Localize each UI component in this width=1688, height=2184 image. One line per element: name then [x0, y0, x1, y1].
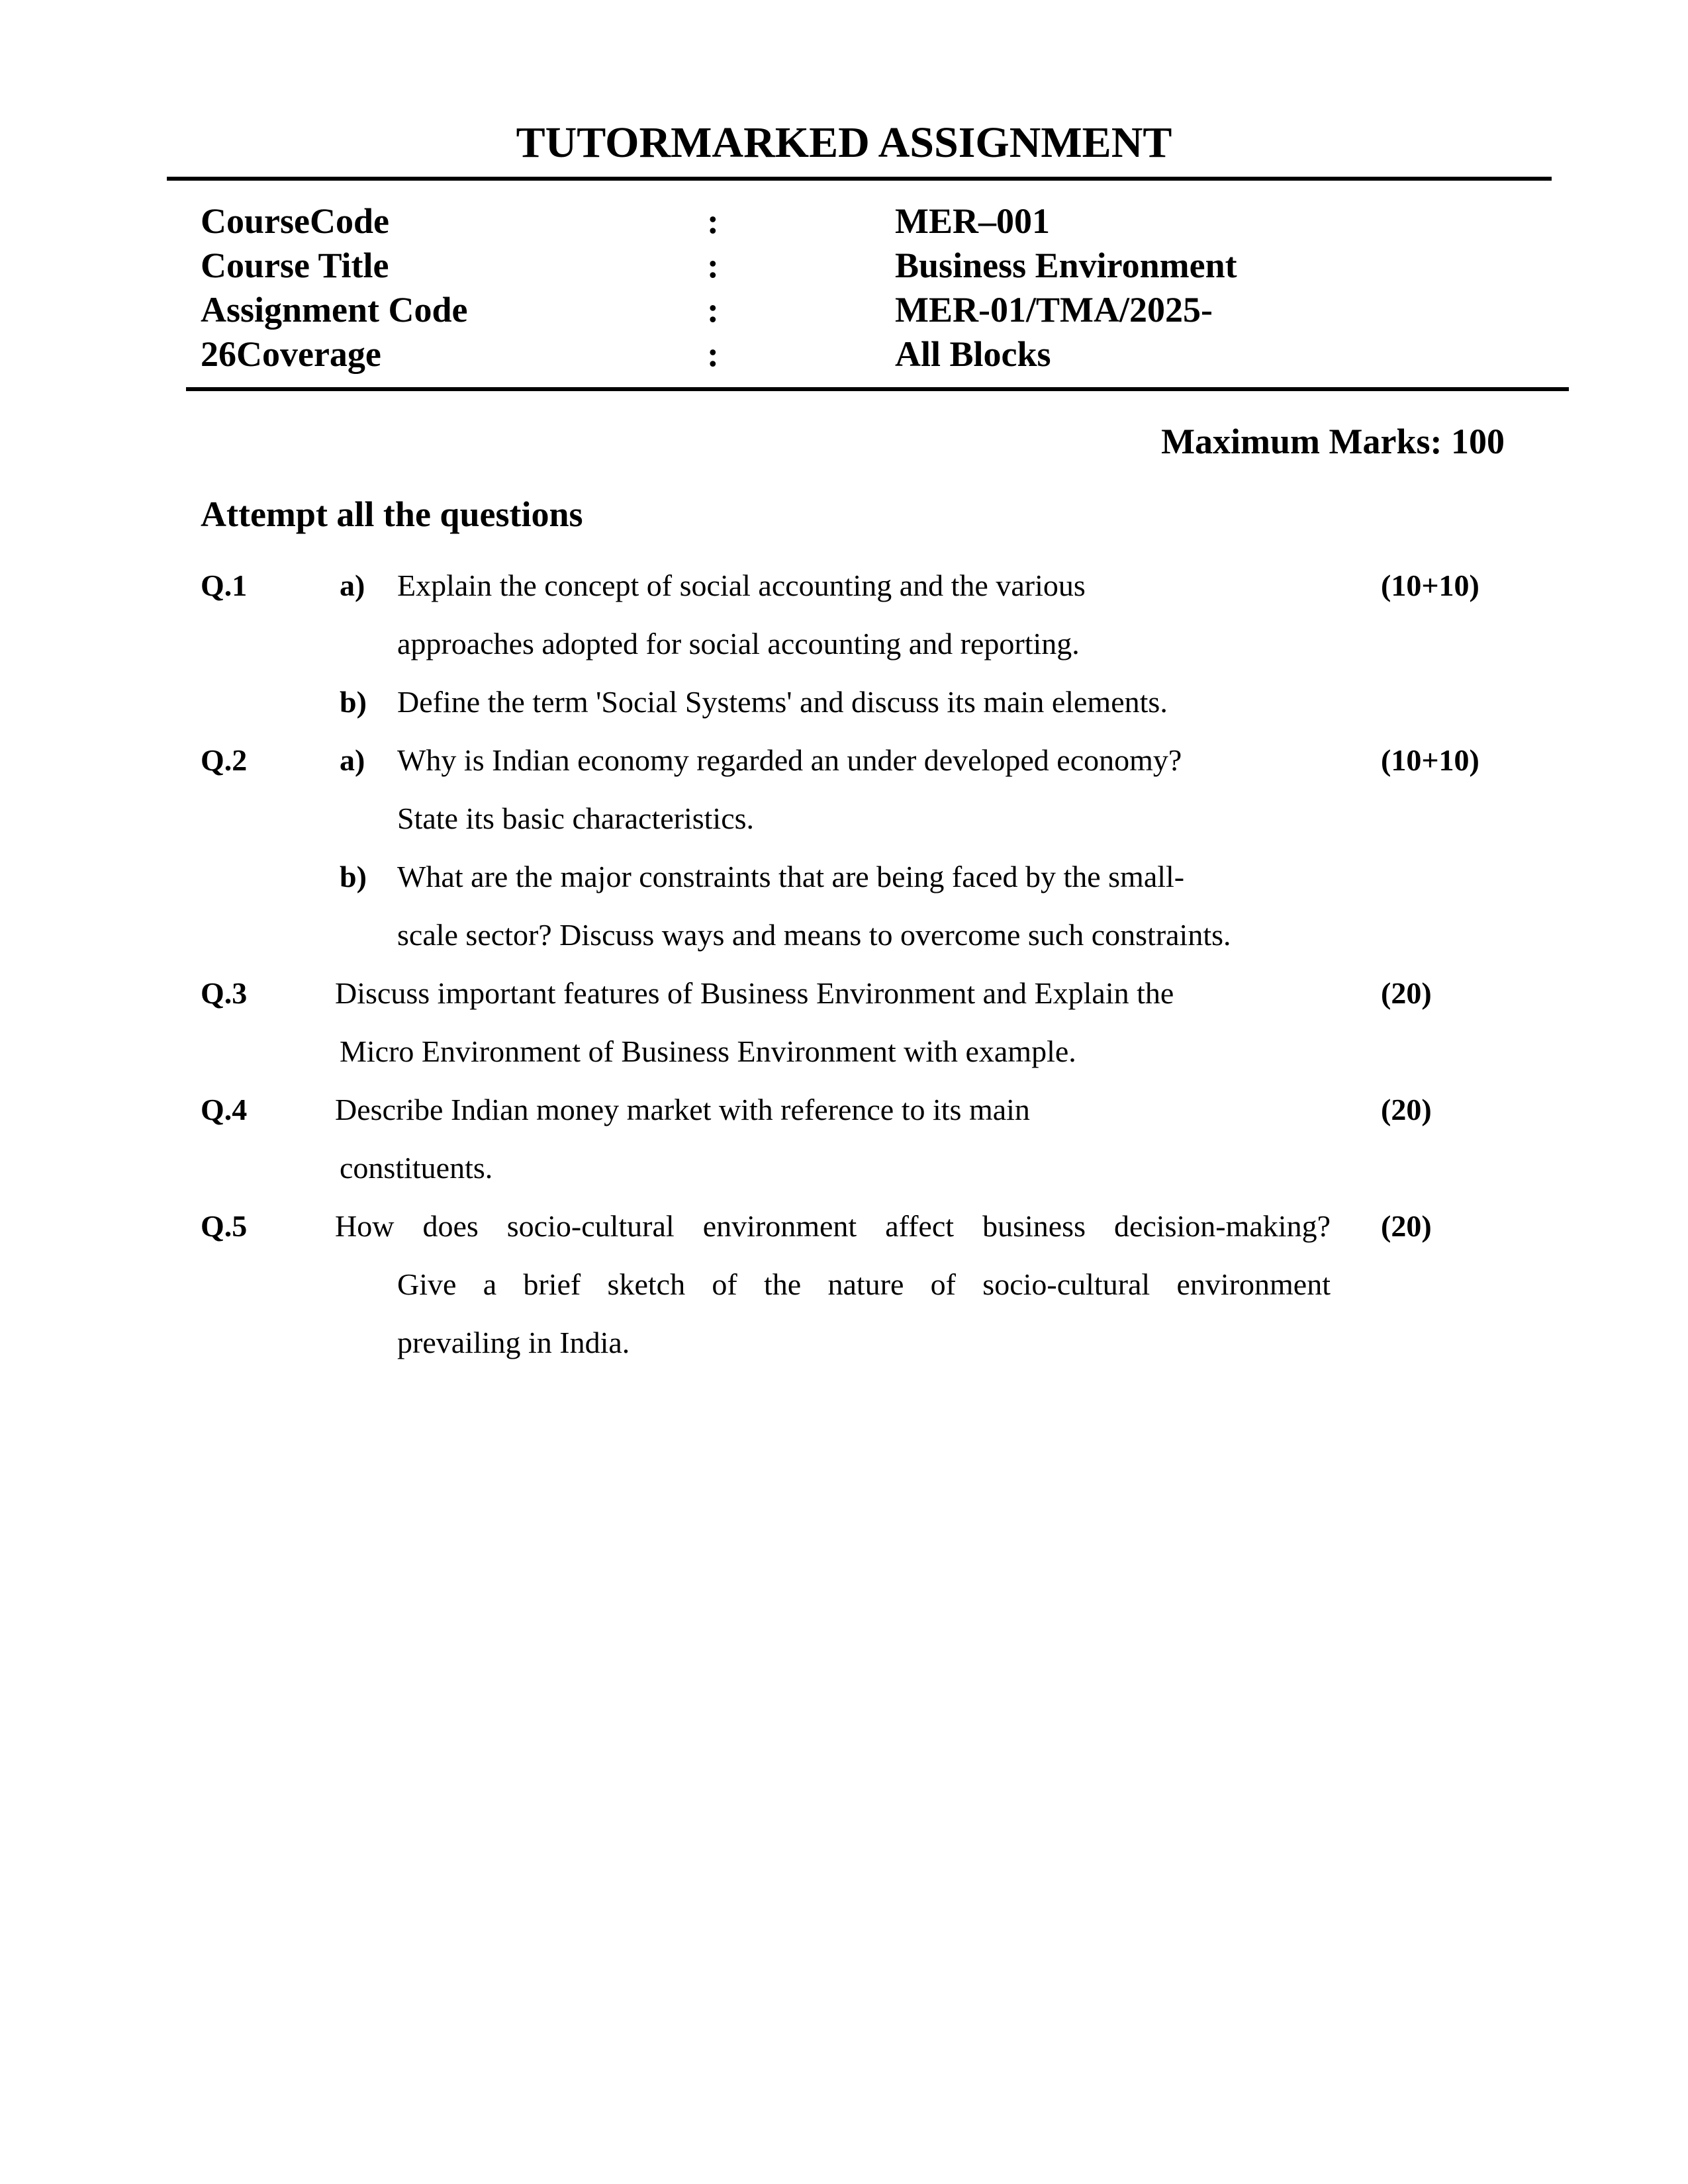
course-info-table	[0, 199, 1688, 377]
question-line: approaches adopted for social accounting and reporting.	[397, 627, 1080, 660]
question-line: Give a brief sketch of the nature of socio-cultural environment	[397, 1267, 1331, 1301]
question-line: Discuss important features of Business Environment and Explain the	[335, 976, 1174, 1010]
question-content	[335, 964, 1331, 1081]
question-part-b	[335, 673, 1331, 731]
question-marks: (10+10)	[1381, 569, 1479, 602]
question-3	[0, 964, 1688, 1081]
question-line: Micro Environment of Business Environment with example.	[340, 1034, 1076, 1068]
course-title-value: Business Environment	[895, 246, 1237, 285]
assignment-code-separator: :	[707, 290, 719, 330]
instruction-heading: Attempt all the questions	[201, 494, 583, 534]
coverage-separator: :	[707, 334, 719, 374]
part-marker: b)	[340, 685, 367, 719]
course-code-separator: :	[707, 201, 719, 241]
question-number: Q.4	[201, 1093, 248, 1126]
coverage-label: 26Coverage	[201, 334, 381, 374]
question-marks: (20)	[1381, 1093, 1432, 1126]
question-line: constituents.	[340, 1151, 493, 1185]
course-title-row	[0, 244, 1688, 288]
part-marker: a)	[340, 743, 365, 777]
question-number: Q.1	[201, 569, 248, 602]
question-part-b	[335, 848, 1331, 964]
part-marker: a)	[340, 569, 365, 602]
question-content	[335, 557, 1331, 731]
course-code-label: CourseCode	[201, 201, 389, 241]
assignment-code-row	[0, 288, 1688, 332]
question-line: State its basic characteristics.	[397, 801, 755, 835]
question-5	[0, 1197, 1688, 1372]
question-part-a	[335, 731, 1331, 848]
question-line: How does socio-cultural environment affect business decision-making?	[335, 1209, 1331, 1243]
question-content	[335, 731, 1331, 964]
question-1	[0, 557, 1688, 731]
question-marks: (20)	[1381, 976, 1432, 1010]
question-line: scale sector? Discuss ways and means to overcome such constraints.	[397, 918, 1231, 952]
course-code-row	[0, 199, 1688, 244]
questions-list	[0, 557, 1688, 1372]
question-number: Q.3	[201, 976, 248, 1010]
question-part-a	[335, 557, 1331, 673]
question-line: Explain the concept of social accounting and the various	[397, 569, 1086, 602]
question-number: Q.2	[201, 743, 248, 777]
page-title: TUTORMARKED ASSIGNMENT	[516, 118, 1172, 167]
header-bottom-rule	[186, 387, 1569, 391]
question-content	[335, 1081, 1331, 1197]
header-top-rule	[167, 177, 1552, 181]
course-code-value: MER–001	[895, 201, 1050, 241]
question-number: Q.5	[201, 1209, 248, 1243]
coverage-value: All Blocks	[895, 334, 1051, 374]
course-title-separator: :	[707, 246, 719, 285]
maximum-marks: Maximum Marks: 100	[1161, 422, 1505, 461]
question-line: Why is Indian economy regarded an under developed economy?	[397, 743, 1182, 777]
question-line: What are the major constraints that are being faced by the small-	[397, 860, 1185, 893]
question-2	[0, 731, 1688, 964]
question-marks: (20)	[1381, 1209, 1432, 1243]
question-line: Describe Indian money market with reference to its main	[335, 1093, 1030, 1126]
assignment-code-value: MER-01/TMA/2025-	[895, 290, 1213, 330]
question-line: prevailing in India.	[397, 1326, 630, 1359]
question-line: Define the term 'Social Systems' and discuss its main elements.	[397, 685, 1168, 719]
coverage-row	[0, 332, 1688, 377]
part-marker: b)	[340, 860, 367, 893]
assignment-code-label: Assignment Code	[201, 290, 468, 330]
question-4	[0, 1081, 1688, 1197]
question-marks: (10+10)	[1381, 743, 1479, 777]
question-content	[335, 1197, 1331, 1372]
course-title-label: Course Title	[201, 246, 389, 285]
